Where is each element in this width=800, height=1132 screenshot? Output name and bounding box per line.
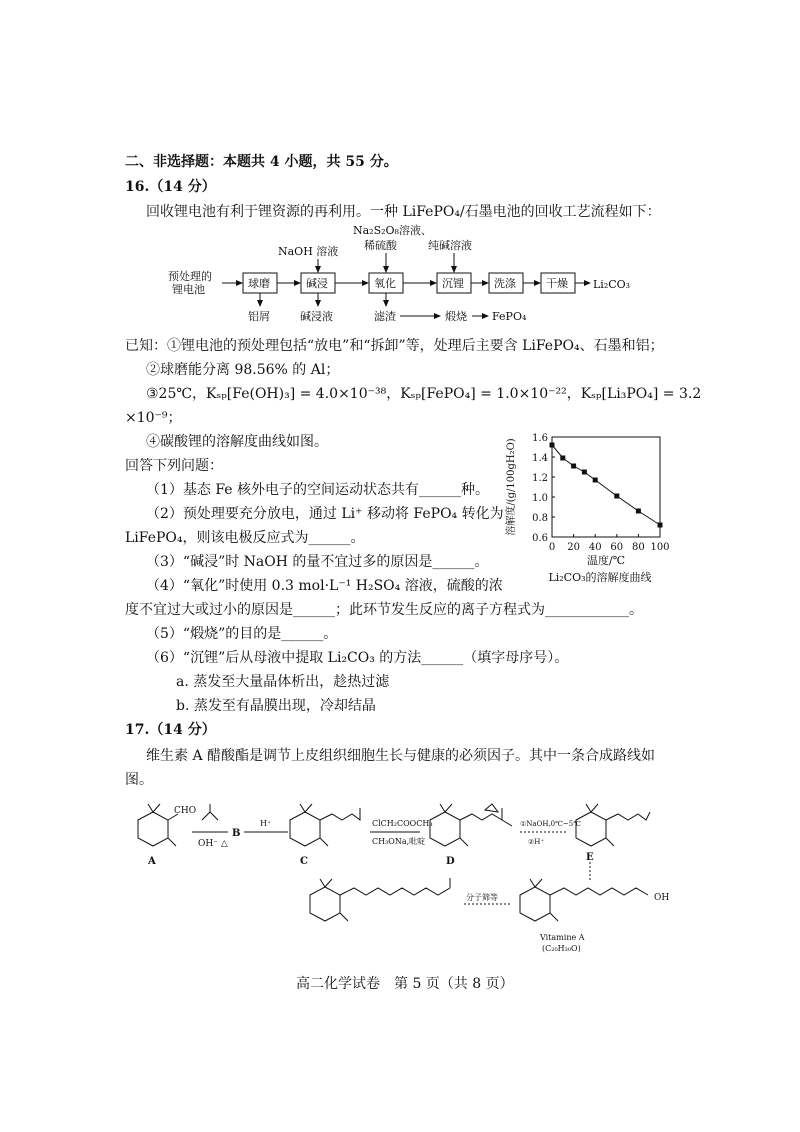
- label-cond-de-1: ①NaOH,0℃~5℃: [520, 820, 582, 828]
- svg-text:球磨: 球磨: [248, 277, 270, 290]
- chart-x-tick-label-1: 20: [567, 542, 580, 553]
- chart-frame: [552, 437, 660, 537]
- vitamin-a-acetate-structure: [310, 878, 450, 921]
- question-16-number: 16.（14 分）: [125, 179, 216, 195]
- question-17-intro-1: 维生素 A 醋酸酯是调节上皮组织细胞生长与健康的必须因子。其中一条合成路线如: [146, 748, 656, 764]
- chart-x-tick-label-2: 40: [588, 542, 602, 553]
- section-title: 二、非选择题：本题共 4 小题，共 55 分。: [125, 154, 398, 170]
- question-16-intro: 回收锂电池有利于锂资源的再利用。一种 LiFePO₄/石墨电池的回收工艺流程如下：: [146, 204, 661, 220]
- flow-reagent-oxidant-1: Na₂S₂O₈溶液、: [353, 224, 432, 237]
- label-compound-c: C: [300, 856, 308, 867]
- label-oh: OH: [654, 893, 670, 903]
- known-3: ③25℃，Kₛₚ[Fe(OH)₃] = 4.0×10⁻³⁸，Kₛₚ[FePO₄] = 1.0×10⁻²²，Kₛₚ[Li₃PO₄] = 3.2: [146, 386, 702, 402]
- chart-point-7: [658, 523, 663, 528]
- compound-a-structure: [138, 804, 178, 846]
- svg-text:氧化: 氧化: [374, 277, 396, 290]
- flow-box-li-precipitation: [437, 273, 471, 293]
- known-1: 已知：①锂电池的预处理包括“放电”和“拆卸”等，处理后主要含 LiFePO₄、石墨和铝；: [125, 338, 664, 354]
- question-17-intro-2: 图。: [125, 772, 153, 788]
- flow-reagent-naoh: NaOH 溶液: [278, 245, 339, 258]
- chart-x-tick-label-3: 60: [610, 542, 624, 553]
- q16-sub-4a: （4）“氧化”时使用 0.3 mol·L⁻¹ H₂SO₄ 溶液，硫酸的浓: [146, 578, 503, 594]
- label-cho: CHO: [174, 806, 197, 816]
- flow-product: Li₂CO₃: [593, 278, 631, 291]
- q16-option-a: a. 蒸发至大量晶体析出，趁热过滤: [176, 674, 390, 690]
- label-cond-cd-1: ClCH₂COOCH₃: [372, 819, 433, 828]
- label-compound-d: D: [446, 856, 455, 867]
- chart-point-0: [550, 443, 555, 448]
- known-2: ②球磨能分离 98.56% 的 Al；: [146, 362, 340, 378]
- chart-x-tick-label-0: 0: [548, 542, 556, 553]
- process-flow-diagram: [150, 222, 670, 332]
- known-4: ④碳酸锂的溶解度曲线如图。: [146, 434, 328, 450]
- chart-point-5: [614, 494, 619, 499]
- chart-y-tick-label-2: 1.0: [532, 493, 548, 504]
- q16-sub-5: （5）“煅烧”的目的是______。: [146, 626, 338, 642]
- q16-option-b: b. 蒸发至有晶膜出现，冷却结晶: [176, 698, 376, 714]
- chart-y-tick-label-5: 1.6: [532, 433, 548, 444]
- chart-x-tick-label-4: 80: [632, 542, 645, 553]
- flow-box-drying: [541, 273, 575, 293]
- chart-point-2: [571, 464, 576, 469]
- label-cond-ester: 分子筛等: [466, 893, 498, 902]
- svg-text:沉锂: 沉锂: [442, 277, 464, 290]
- q16-sub-3: （3）“碱浸”时 NaOH 的量不宜过多的原因是______。: [146, 554, 489, 570]
- flow-reagent-soda: 纯碱溶液: [428, 239, 472, 252]
- flow-out-fepo4: FePO₄: [492, 310, 527, 323]
- known-3b: ×10⁻⁹；: [125, 410, 182, 426]
- page-footer: 高二化学试卷 第 5 页（共 8 页）: [296, 976, 514, 992]
- chart-y-tick-label-0: 0.6: [532, 533, 548, 544]
- label-compound-a: A: [148, 856, 156, 867]
- flow-out-calcine: 煅烧: [445, 310, 467, 323]
- chart-axes: [552, 437, 660, 537]
- question-17-number: 17.（14 分）: [125, 722, 216, 738]
- flow-box-oxidation: [369, 273, 403, 293]
- flow-reagent-oxidant-2: 稀硫酸: [364, 239, 397, 252]
- flow-box-washing: [489, 273, 523, 293]
- label-cond-cd-2: CH₃ONa,吡啶: [372, 837, 426, 846]
- label-compound-e: E: [586, 852, 594, 863]
- answer-prompt: 回答下列问题：: [125, 458, 223, 474]
- compound-e-structure: [576, 804, 650, 846]
- label-compound-b: B: [232, 828, 241, 839]
- chart-y-tick-label-4: 1.4: [532, 453, 548, 464]
- q16-sub-1: （1）基态 Fe 核外电子的空间运动状态共有______种。: [146, 482, 490, 498]
- svg-text:洗涤: 洗涤: [494, 277, 516, 290]
- chart-xlabel: 温度/℃: [586, 554, 626, 567]
- label-cond-bc: H⁺: [260, 819, 272, 828]
- chart-series-line: [552, 445, 660, 525]
- chart-y-tick-label-3: 1.2: [532, 473, 548, 484]
- label-vitamin-a: Vitamine A: [540, 933, 585, 942]
- label-cond-de-2: ②H⁺: [528, 838, 545, 846]
- q16-sub-4b: 度不宜过大或过小的原因是______；此环节发生反应的离子方程式为____________。: [125, 602, 643, 618]
- chart-point-1: [560, 456, 565, 461]
- chart-x-tick-label-5: 100: [650, 542, 670, 553]
- flow-out-leach: 碱浸液: [300, 310, 333, 323]
- flow-out-residue: 滤渣: [374, 310, 396, 323]
- q16-sub-2a: （2）预处理要充分放电，通过 Li⁺ 移动将 FePO₄ 转化为: [146, 506, 504, 522]
- flow-box-ballmill: [243, 273, 277, 293]
- flow-input-label-1: 预处理的: [168, 270, 212, 283]
- flow-out-al: 铝屑: [248, 310, 270, 323]
- chart-y-tick-label-1: 0.8: [532, 513, 548, 524]
- synthesis-route: [120, 800, 690, 960]
- compound-d-structure: [430, 804, 512, 846]
- chart-point-3: [582, 470, 587, 475]
- chart-point-4: [593, 478, 598, 483]
- flow-input-label-2: 锂电池: [172, 283, 205, 296]
- chart-points: [550, 443, 663, 528]
- q16-sub-6: （6）“沉锂”后从母液中提取 Li₂CO₃ 的方法______（填字母序号）。: [146, 650, 569, 666]
- label-vitamin-a-formula: (C₂₀H₃₀O): [542, 944, 581, 953]
- chart-title: Li₂CO₃的溶解度曲线: [548, 571, 652, 584]
- chart-point-6: [636, 509, 641, 514]
- label-cond-ab: OH⁻ △: [198, 839, 228, 849]
- compound-c-structure: [290, 804, 360, 846]
- chart-ylabel: 溶解度/(g/100gH₂O): [506, 438, 517, 536]
- flow-box-alkali-leach: [301, 273, 335, 293]
- svg-text:碱浸: 碱浸: [306, 277, 328, 290]
- vitamin-a-structure: [520, 879, 648, 921]
- solubility-chart: [500, 425, 675, 585]
- svg-text:干燥: 干燥: [546, 277, 568, 290]
- q16-sub-2b: LiFePO₄，则该电极反应式为______。: [125, 530, 365, 546]
